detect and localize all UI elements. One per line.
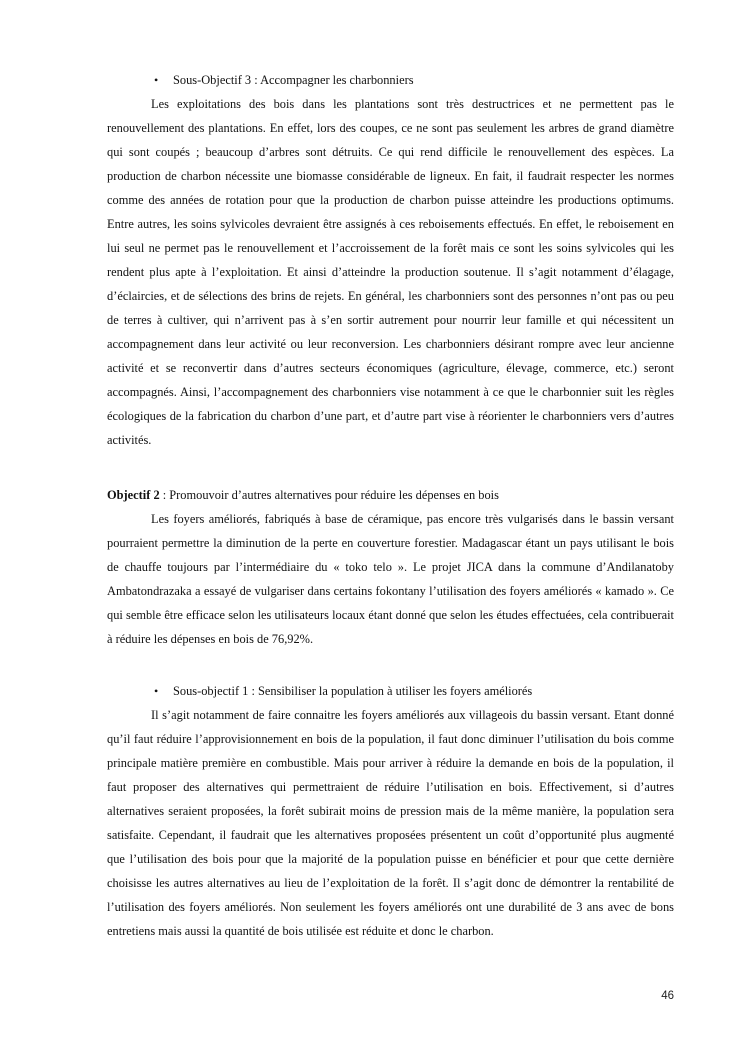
page-number: 46 — [661, 990, 674, 1002]
bullet-text: Sous-objectif 1 : Sensibiliser la population à utiliser les foyers améliorés — [173, 684, 533, 698]
objective-heading — [107, 483, 674, 507]
objective-label: Objectif 2 — [107, 488, 160, 502]
bullet-sous-objectif-3 — [107, 68, 674, 92]
bullet-icon: • — [154, 684, 159, 698]
objective-title: : Promouvoir d’autres alternatives pour réduire les dépenses en bois — [159, 488, 499, 502]
paragraph-charbonniers: Les exploitations des bois dans les plantations sont très destructrices et ne permettent pas le renouvellement des plantations. En effet, lors des coupes, ce ne sont pas seulement les arbres de grand diamètre qui sont coupés ; beaucoup d’arbres sont détruits. Ce qui rend difficile le renouvellement des espèces. La production de charbon nécessite une biomasse considérable de ligneux. En fait, il faudrait respecter les normes comme des années de rotation pour que la production de charbon puisse atteindre les productions optimums. Entre autres, les soins sylvicoles devraient être assignés à ces reboisements effectués. En effet, le reboisement en lui seul ne permet pas le renouvellement et l’accroissement de la forêt mais ce sont les soins sylvicoles qui les rendent plus apte à l’exploitation. Et ainsi d’atteindre la production soutenue. Il s’agit notamment d’élagage, d’éclaircies, et de sélections des brins de rejets. En général, les charbonniers sont des personnes n’ont pas ou peu de terres à cultiver, qui n’arrivent pas à s’en sortir autrement pour nourrir leur famille et qui nécessitent un accompagnement dans leur activité ou leur reconversion. Les charbonniers désirant rompre avec leur ancienne activité et se reconvertir dans d’autres secteurs économiques (agriculture, élevage, commerce, etc.) seront accompagnés. Ainsi, l’accompagnement des charbonniers vise notamment à ce que le charbonnier suit les règles écologiques de la fabrication du charbon d’une part, et d’autre part vise à réorienter le charbonniers vers d’autres activités. — [107, 97, 674, 447]
paragraph-foyers-ameliores: Les foyers améliorés, fabriqués à base de céramique, pas encore très vulgarisés dans le bassin versant pourraient permettre la diminution de la perte en couverture forestier. Madagascar étant un pays utilisant le bois de chauffe toujours par l’intermédiaire du « toko telo ». Le projet JICA dans la commune d’Andilanatoby Ambatondrazaka a essayé de vulgariser dans certains fokontany l’utilisation des foyers améliorés « kamado ». Ce qui semble être efficace selon les utilisateurs locaux étant donné que selon les études effectuées, cela contribuerait à réduire les dépenses en bois de 76,92%. — [107, 512, 674, 646]
bullet-text: Sous-Objectif 3 : Accompagner les charbonniers — [173, 73, 414, 87]
spacer — [107, 651, 674, 675]
paragraph-sensibiliser: Il s’agit notamment de faire connaitre les foyers améliorés aux villageois du bassin versant. Etant donné qu’il faut réduire l’approvisionnement en bois de la population, il faut donc diminuer l’utilisation du bois comme principale matière première en combustible. Mais pour arriver à réduire la demande en bois de la population, il faut proposer des alternatives qui permettraient de réduire l’utilisation en bois. Effectivement, si d’autres alternatives seraient proposées, la forêt subirait moins de pression mais de la même manière, la population sera satisfaite. Cependant, il faudrait que les alternatives proposées présentent un coût d’opportunité plus augmenté que l’utilisation des bois pour que la majorité de la population puisse en bénéficier et pour que cette dernière choisisse les autres alternatives au lieu de l’exploitation de la forêt. Il s’agit donc de démontrer la rentabilité de l’utilisation des foyers améliorés. Non seulement les foyers améliorés ont une durabilité de 3 ans avec de bons entretiens mais aussi la quantité de bois utilisée est réduite et donc le charbon. — [107, 708, 674, 938]
bullet-sous-objectif-1 — [107, 679, 674, 703]
page-content — [107, 64, 674, 943]
bullet-icon: • — [154, 73, 159, 87]
